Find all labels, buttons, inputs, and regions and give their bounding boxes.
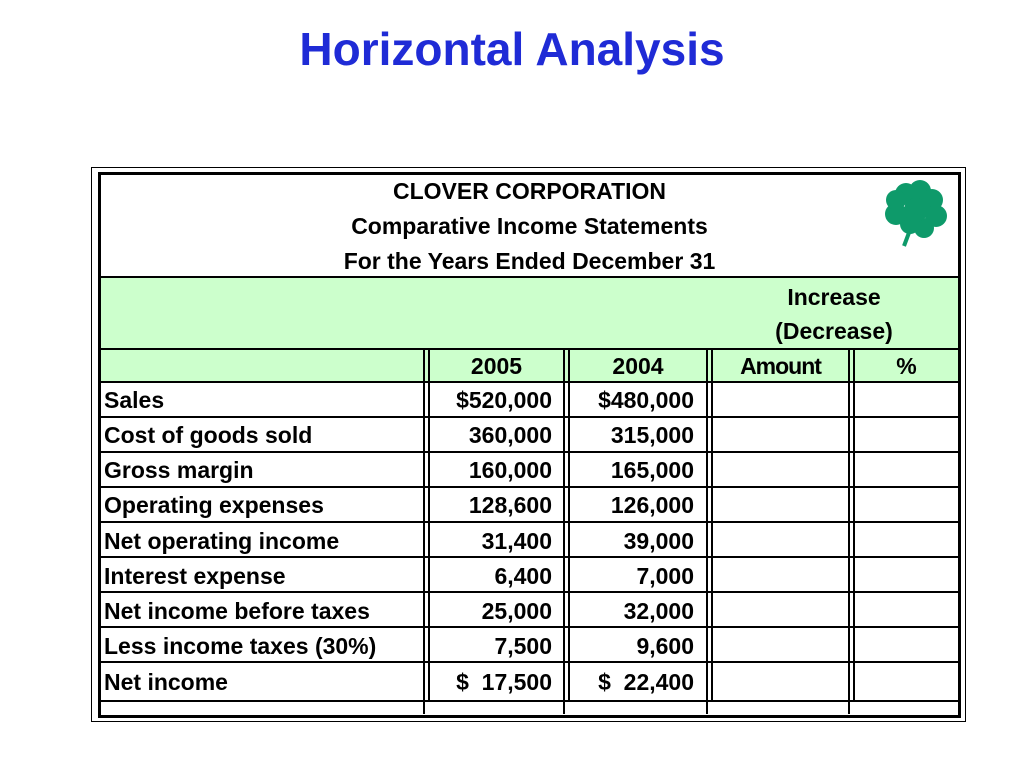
value-2005: 128,600 <box>468 492 552 518</box>
row-label: Less income taxes (30%) <box>104 633 377 659</box>
value-2004: 126,000 <box>610 492 694 518</box>
header-amount: Amount <box>740 353 821 379</box>
value-2005: 31,400 <box>481 528 552 554</box>
row-label: Interest expense <box>104 563 286 589</box>
header-2004: 2004 <box>612 353 664 379</box>
value-2004: 32,000 <box>623 598 694 624</box>
value-2005: 6,400 <box>494 563 552 589</box>
row-label: Gross margin <box>104 457 254 483</box>
value-2004: 7,000 <box>636 563 694 589</box>
value-2005: 360,000 <box>468 422 552 448</box>
value-2004: 165,000 <box>610 457 694 483</box>
header-percent: % <box>896 353 917 379</box>
value-2005: 25,000 <box>481 598 552 624</box>
value-2005: 160,000 <box>468 457 552 483</box>
four-leaf-clover-icon <box>880 178 956 250</box>
header-2005: 2005 <box>470 353 523 379</box>
statement-period: For the Years Ended December 31 <box>343 248 716 274</box>
value-2004: 39,000 <box>623 528 694 554</box>
row-label: Cost of goods sold <box>104 422 313 448</box>
row-label: Net operating income <box>104 528 340 554</box>
increase-header: Increase <box>787 284 881 310</box>
row-label: Sales <box>104 387 165 413</box>
value-2005: 7,500 <box>494 633 552 659</box>
statement-subtitle: Comparative Income Statements <box>351 213 708 239</box>
value-2004: 9,600 <box>636 633 694 659</box>
company-name: CLOVER CORPORATION <box>392 178 667 204</box>
value-2005: $ 17,500 <box>456 669 552 695</box>
row-label: Net income before taxes <box>104 598 370 624</box>
value-2005: $520,000 <box>456 387 552 413</box>
row-label: Net income <box>104 669 228 695</box>
decrease-header: (Decrease) <box>775 318 893 344</box>
value-2004: $ 22,400 <box>598 669 694 695</box>
page-title: Horizontal Analysis <box>299 23 725 75</box>
row-label: Operating expenses <box>104 492 324 518</box>
value-2004: $480,000 <box>598 387 694 413</box>
value-2004: 315,000 <box>610 422 694 448</box>
